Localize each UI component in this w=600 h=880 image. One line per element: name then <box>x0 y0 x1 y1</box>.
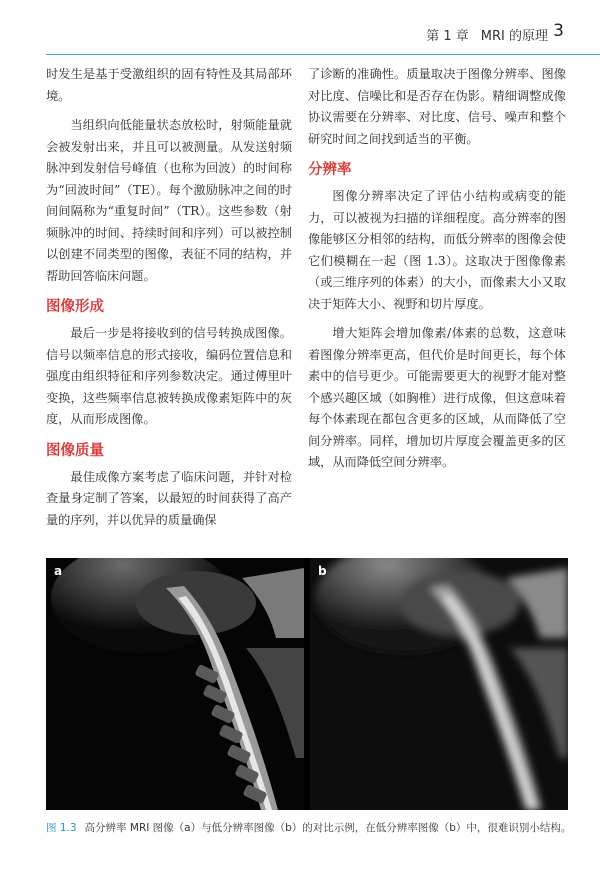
section-heading-resolution: 分辨率 <box>308 162 352 178</box>
mri-sagittal-spine-image-blurred <box>310 558 568 810</box>
paragraph: 了诊断的准确性。质量取决于图像分辨率、图像对比度、信噪比和是否存在伪影。精细调整成像协议需要在分辨率、对比度、信号、噪声和整个研究时间之间找到适当的平衡。 <box>308 67 566 146</box>
figure-1-3 <box>46 558 568 810</box>
section-heading-image-formation: 图像形成 <box>46 299 104 315</box>
paragraph: 当组织向低能量状态放松时，射频能量就会被发射出来，并且可以被测量。从发送射频脉冲到发射信号峰值（也称为回波）的时间称为“回波时间”（TE）。每个激励脉冲之间的时间间隔称为“重复时间”（TR）。这些参数（射频脉冲的时间、持续时间和序列）可以被控制以创建不同类型的图像，表征不同的结构，并帮助回答临床问题。 <box>46 118 292 283</box>
paragraph: 最佳成像方案考虑了临床问题，并针对检查量身定制了答案，以最短的时间获得了高产量的序列，并以优异的质量确保 <box>46 469 292 527</box>
page-number: 3 <box>553 21 564 41</box>
figure-caption-id: 图 1.3 <box>46 822 77 834</box>
panel-label-b: b <box>318 564 327 578</box>
section-heading-image-quality: 图像质量 <box>46 442 104 459</box>
left-column <box>46 64 292 539</box>
header-rule <box>46 54 600 55</box>
mri-image-low-resolution <box>310 558 568 810</box>
mri-image-high-resolution <box>46 558 304 810</box>
figure-caption <box>46 820 576 836</box>
chapter-number: 第 1 章 <box>426 29 469 44</box>
paragraph: 增大矩阵会增加像素/体素的总数，这意味着图像分辨率更高，但代价是时间更长，每个体素中的信号更少。可能需要更大的视野才能对整个感兴趣区域（如胸椎）进行成像，但这意味着每个体素现在都包含更多的区域，从而降低了空间分辨率。同样，增加切片厚度会覆盖更多的区域，从而降低空间分辨率。 <box>308 326 566 469</box>
panel-label-a: a <box>54 564 63 578</box>
paragraph: 最后一步是将接收到的信号转换成图像。信号以频率信息的形式接收，编码位置信息和强度由组织特征和序列参数决定。通过傅里叶变换，这些频率信息被转换成像素矩阵中的灰度，从而形成图像。 <box>46 326 292 426</box>
mri-sagittal-spine-image <box>46 558 304 810</box>
paragraph: 时发生是基于受激组织的固有特性及其局部环境。 <box>46 67 292 103</box>
figure-caption-text: 高分辨率 MRI 图像（a）与低分辨率图像（b）的对比示例，在低分辨率图像（b）中，很难识别小结构。 <box>84 822 572 834</box>
paragraph: 图像分辨率决定了评估小结构或病变的能力，可以被视为扫描的详细程度。高分辨率的图像能够区分相邻的结构，而低分辨率的图像会使它们模糊在一起（图 1.3）。这取决于图像像素（或三维序列的体素）的大小，而像素大小又取决于矩阵大小、视野和切片厚度。 <box>308 189 566 311</box>
right-column <box>308 64 566 482</box>
running-header <box>426 25 548 44</box>
chapter-title: MRI 的原理 <box>480 29 548 44</box>
